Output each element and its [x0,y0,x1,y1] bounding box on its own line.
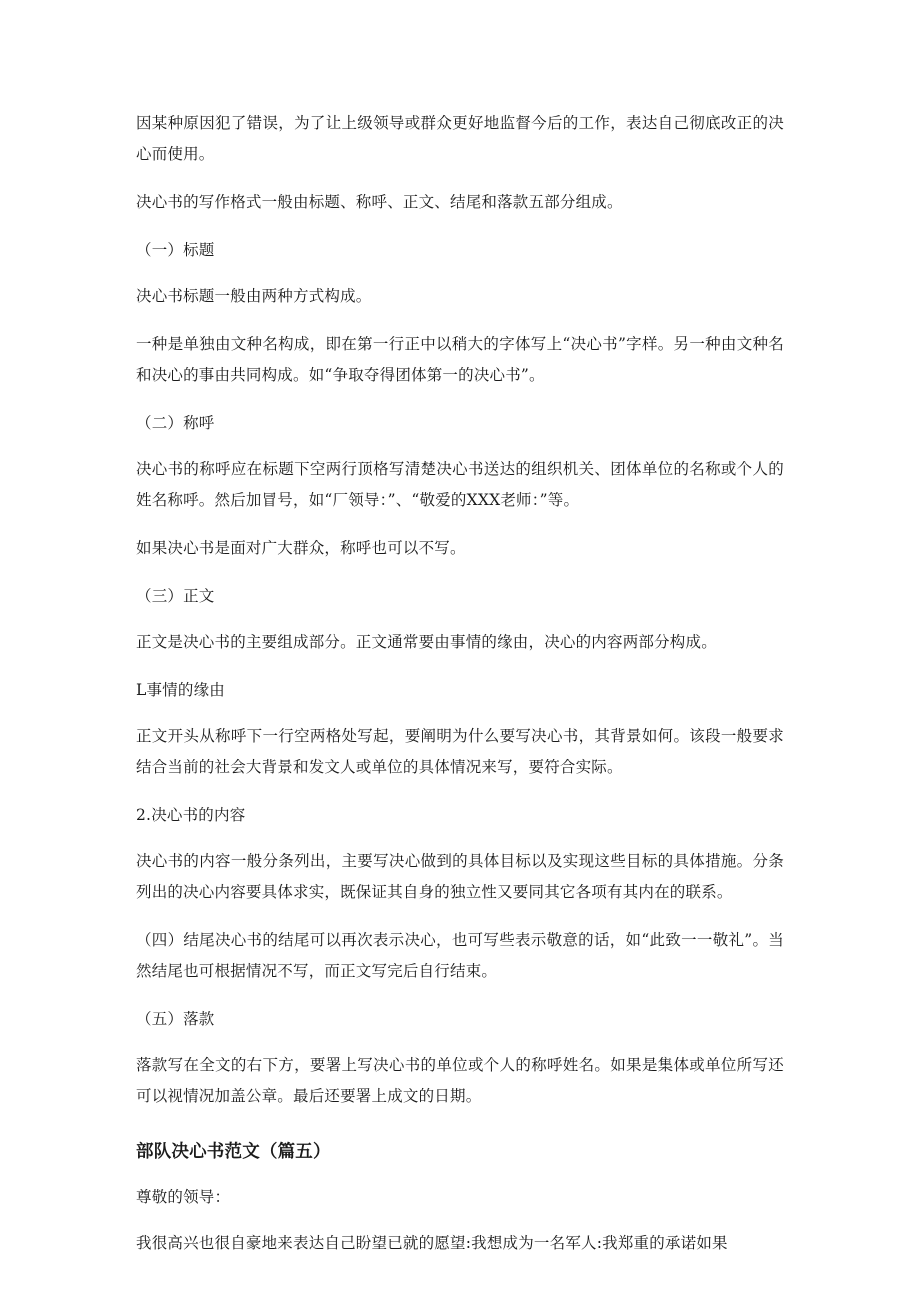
paragraph-body-overview: 正文是决心书的主要组成部分。正文通常要由事情的缘由，决心的内容两部分构成。 [136,633,717,651]
paragraph-salutation-optional: 如果决心书是面对广大群众，称呼也可以不写。 [136,539,466,557]
paragraph-intro: 因某种原因犯了错误，为了让上级领导或群众更好地监督今后的工作，表达自己彻底改正的决心而使用。 [136,114,784,163]
section-heading: 部队决心书范文（篇五） [136,1142,331,1162]
paragraph-salutation-detail: 决心书的称呼应在标题下空两行顶格写清楚决心书送达的组织机关、团体单位的名称或个人的姓名称呼。然后加冒号，如“厂领导：”、“敬爱的XXX老师：”等。 [136,460,784,509]
document-page [136,108,784,1276]
paragraph-title-detail: 一种是单独由文种名构成，即在第一行正中以稍大的字体写上“决心书”字样。另一种由文种名和决心的事由共同构成。如“争取夺得团体第一的决心书”。 [136,335,784,384]
subheading-reason: L事情的缘由 [136,681,225,699]
subheading-title: （一）标题 [136,241,215,259]
paragraph-title-ways: 决心书标题一般由两种方式构成。 [136,287,372,305]
paragraph-format: 决心书的写作格式一般由标题、称呼、正文、结尾和落款五部分组成。 [136,193,623,211]
paragraph-greeting: 尊敬的领导： [136,1188,231,1206]
paragraph-reason-detail: 正文开头从称呼下一行空两格处写起，要阐明为什么要写决心书，其背景如何。该段一般要求结合当前的社会大背景和发文人或单位的具体情况来写，要符合实际。 [136,727,784,776]
paragraph-letter-start: 我很高兴也很自豪地来表达自己盼望已就的愿望:我想成为一名军人:我郑重的承诺如果 [136,1234,728,1252]
subheading-signature: （五）落款 [136,1010,215,1028]
paragraph-ending: （四）结尾决心书的结尾可以再次表示决心，也可写些表示敬意的话，如“此致一一敬礼”。当然结尾也可根据情况不写，而正文写完后自行结束。 [136,931,784,980]
paragraph-content-detail: 决心书的内容一般分条列出，主要写决心做到的具体目标以及实现这些目标的具体措施。分条列出的决心内容要具体求实，既保证其自身的独立性又要同其它各项有其内在的联系。 [136,852,784,901]
subheading-body: （三）正文 [136,587,215,605]
paragraph-signature-detail: 落款写在全文的右下方，要署上写决心书的单位或个人的称呼姓名。如果是集体或单位所写还可以视情况加盖公章。最后还要署上成文的日期。 [136,1056,784,1105]
subheading-content: 2.决心书的内容 [136,806,246,824]
subheading-salutation: （二）称呼 [136,414,215,432]
